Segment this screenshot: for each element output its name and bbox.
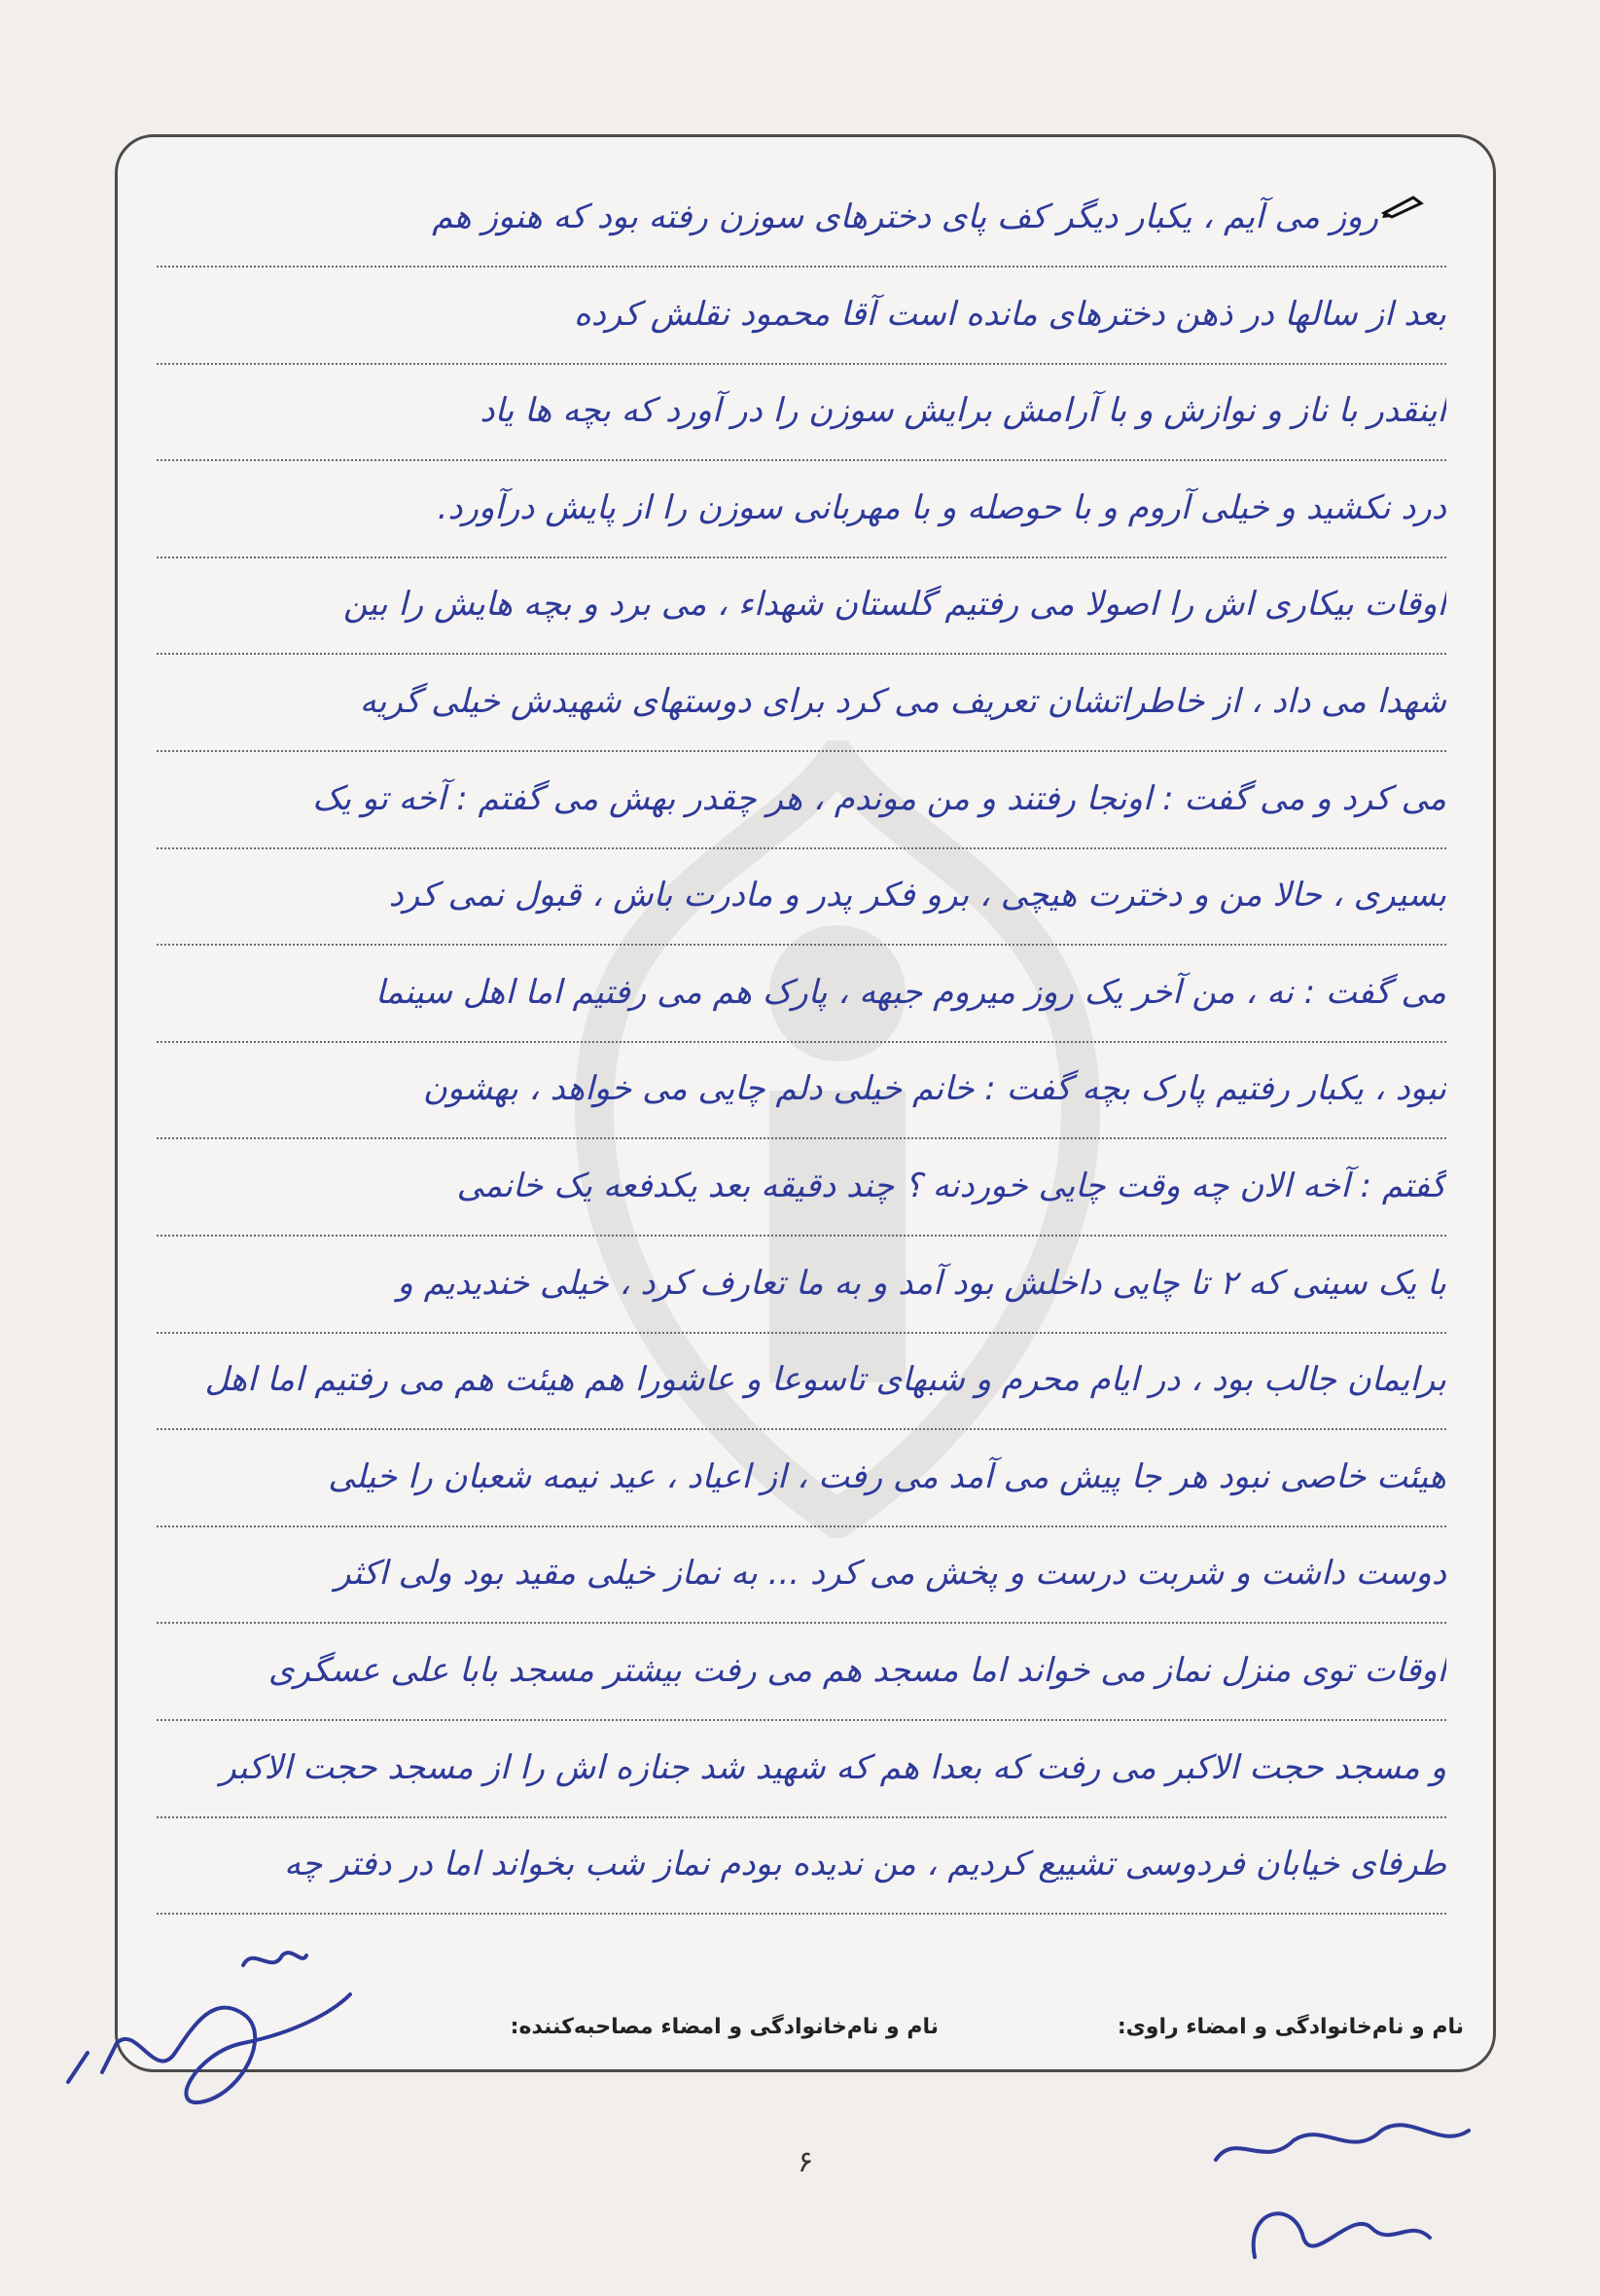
text-line: بسیری ، حالا من و دخترت هیچی ، برو فکر پدر و مادرت باش ، قبول نمی کرد: [157, 846, 1446, 946]
text-line: گفتم : آخه الان چه وقت چایی خوردنه ؟ چند دقیقه بعد یکدفعه یک خانمی: [157, 1137, 1446, 1237]
text-line: هیئت خاصی نبود هر جا پیش می آمد می رفت ، از اعیاد ، عید نیمه شعبان را خیلی: [157, 1428, 1446, 1527]
text-line: برایمان جالب بود ، در ایام محرم و شبهای تاسوعا و عاشورا هم هیئت هم می رفتیم اما اهل: [157, 1331, 1446, 1430]
text-line: با یک سینی که ۲ تا چایی داخلش بود آمد و به ما تعارف کرد ، خیلی خندیدیم و: [157, 1235, 1446, 1334]
text-line: روز می آیم ، یکبار دیگر کف پای دخترهای سوزن رفته بود که هنوز هم: [157, 168, 1446, 268]
narrator-signature-label: نام و نام‌خانوادگی و امضاء راوی:: [1117, 2015, 1464, 2039]
text-line: طرفای خیابان فردوسی تشییع کردیم ، من ندیده بودم نماز شب بخواند اما در دفتر چه: [157, 1815, 1446, 1915]
text-line: می کرد و می گفت : اونجا رفتند و من موندم ، هر چقدر بهش می گفتم : آخه تو یک: [157, 750, 1446, 849]
text-line: اوقات بیکاری اش را اصولا می رفتیم گلستان شهداء ، می برد و بچه هایش را بین: [157, 556, 1446, 655]
text-line: بعد از سالها در ذهن دخترهای مانده است آقا محمود نقلش کرده: [157, 266, 1446, 365]
page-frame: [115, 134, 1496, 2072]
text-line: دوست داشت و شربت درست و پخش می کرد ... به نماز خیلی مقید بود ولی اکثر: [157, 1525, 1446, 1624]
text-line: می گفت : نه ، من آخر یک روز میروم جبهه ، پارک هم می رفتیم اما اهل سینما: [157, 944, 1446, 1043]
text-line: شهدا می داد ، از خاطراتشان تعریف می کرد برای دوستهای شهیدش خیلی گریه: [157, 653, 1446, 752]
interviewer-signature: [1196, 2092, 1488, 2277]
text-line: و مسجد حجت الاکبر می رفت که بعدا هم که شهید شد جنازه اش را از مسجد حجت الاکبر: [157, 1719, 1446, 1818]
narrator-signature: [49, 1936, 370, 2131]
interviewer-signature-label: نام و نام‌خانوادگی و امضاء مصاحبه‌کننده:: [510, 2015, 939, 2039]
text-line: درد نکشید و خیلی آروم و با حوصله و با مهربانی سوزن را از پایش درآورد.: [157, 459, 1446, 558]
pen-icon: [1380, 192, 1427, 219]
text-line: اوقات توی منزل نماز می خواند اما مسجد هم می رفت بیشتر مسجد بابا علی عسگری: [157, 1622, 1446, 1721]
text-line: اینقدر با ناز و نوازش و با آرامش برایش سوزن را در آورد که بچه ها یاد: [157, 362, 1446, 461]
handwritten-text-body: [118, 137, 1493, 2069]
page-number: ۶: [798, 2145, 814, 2179]
text-line: نبود ، یکبار رفتیم پارک بچه گفت : خانم خیلی دلم چایی می خواهد ، بهشون: [157, 1040, 1446, 1139]
